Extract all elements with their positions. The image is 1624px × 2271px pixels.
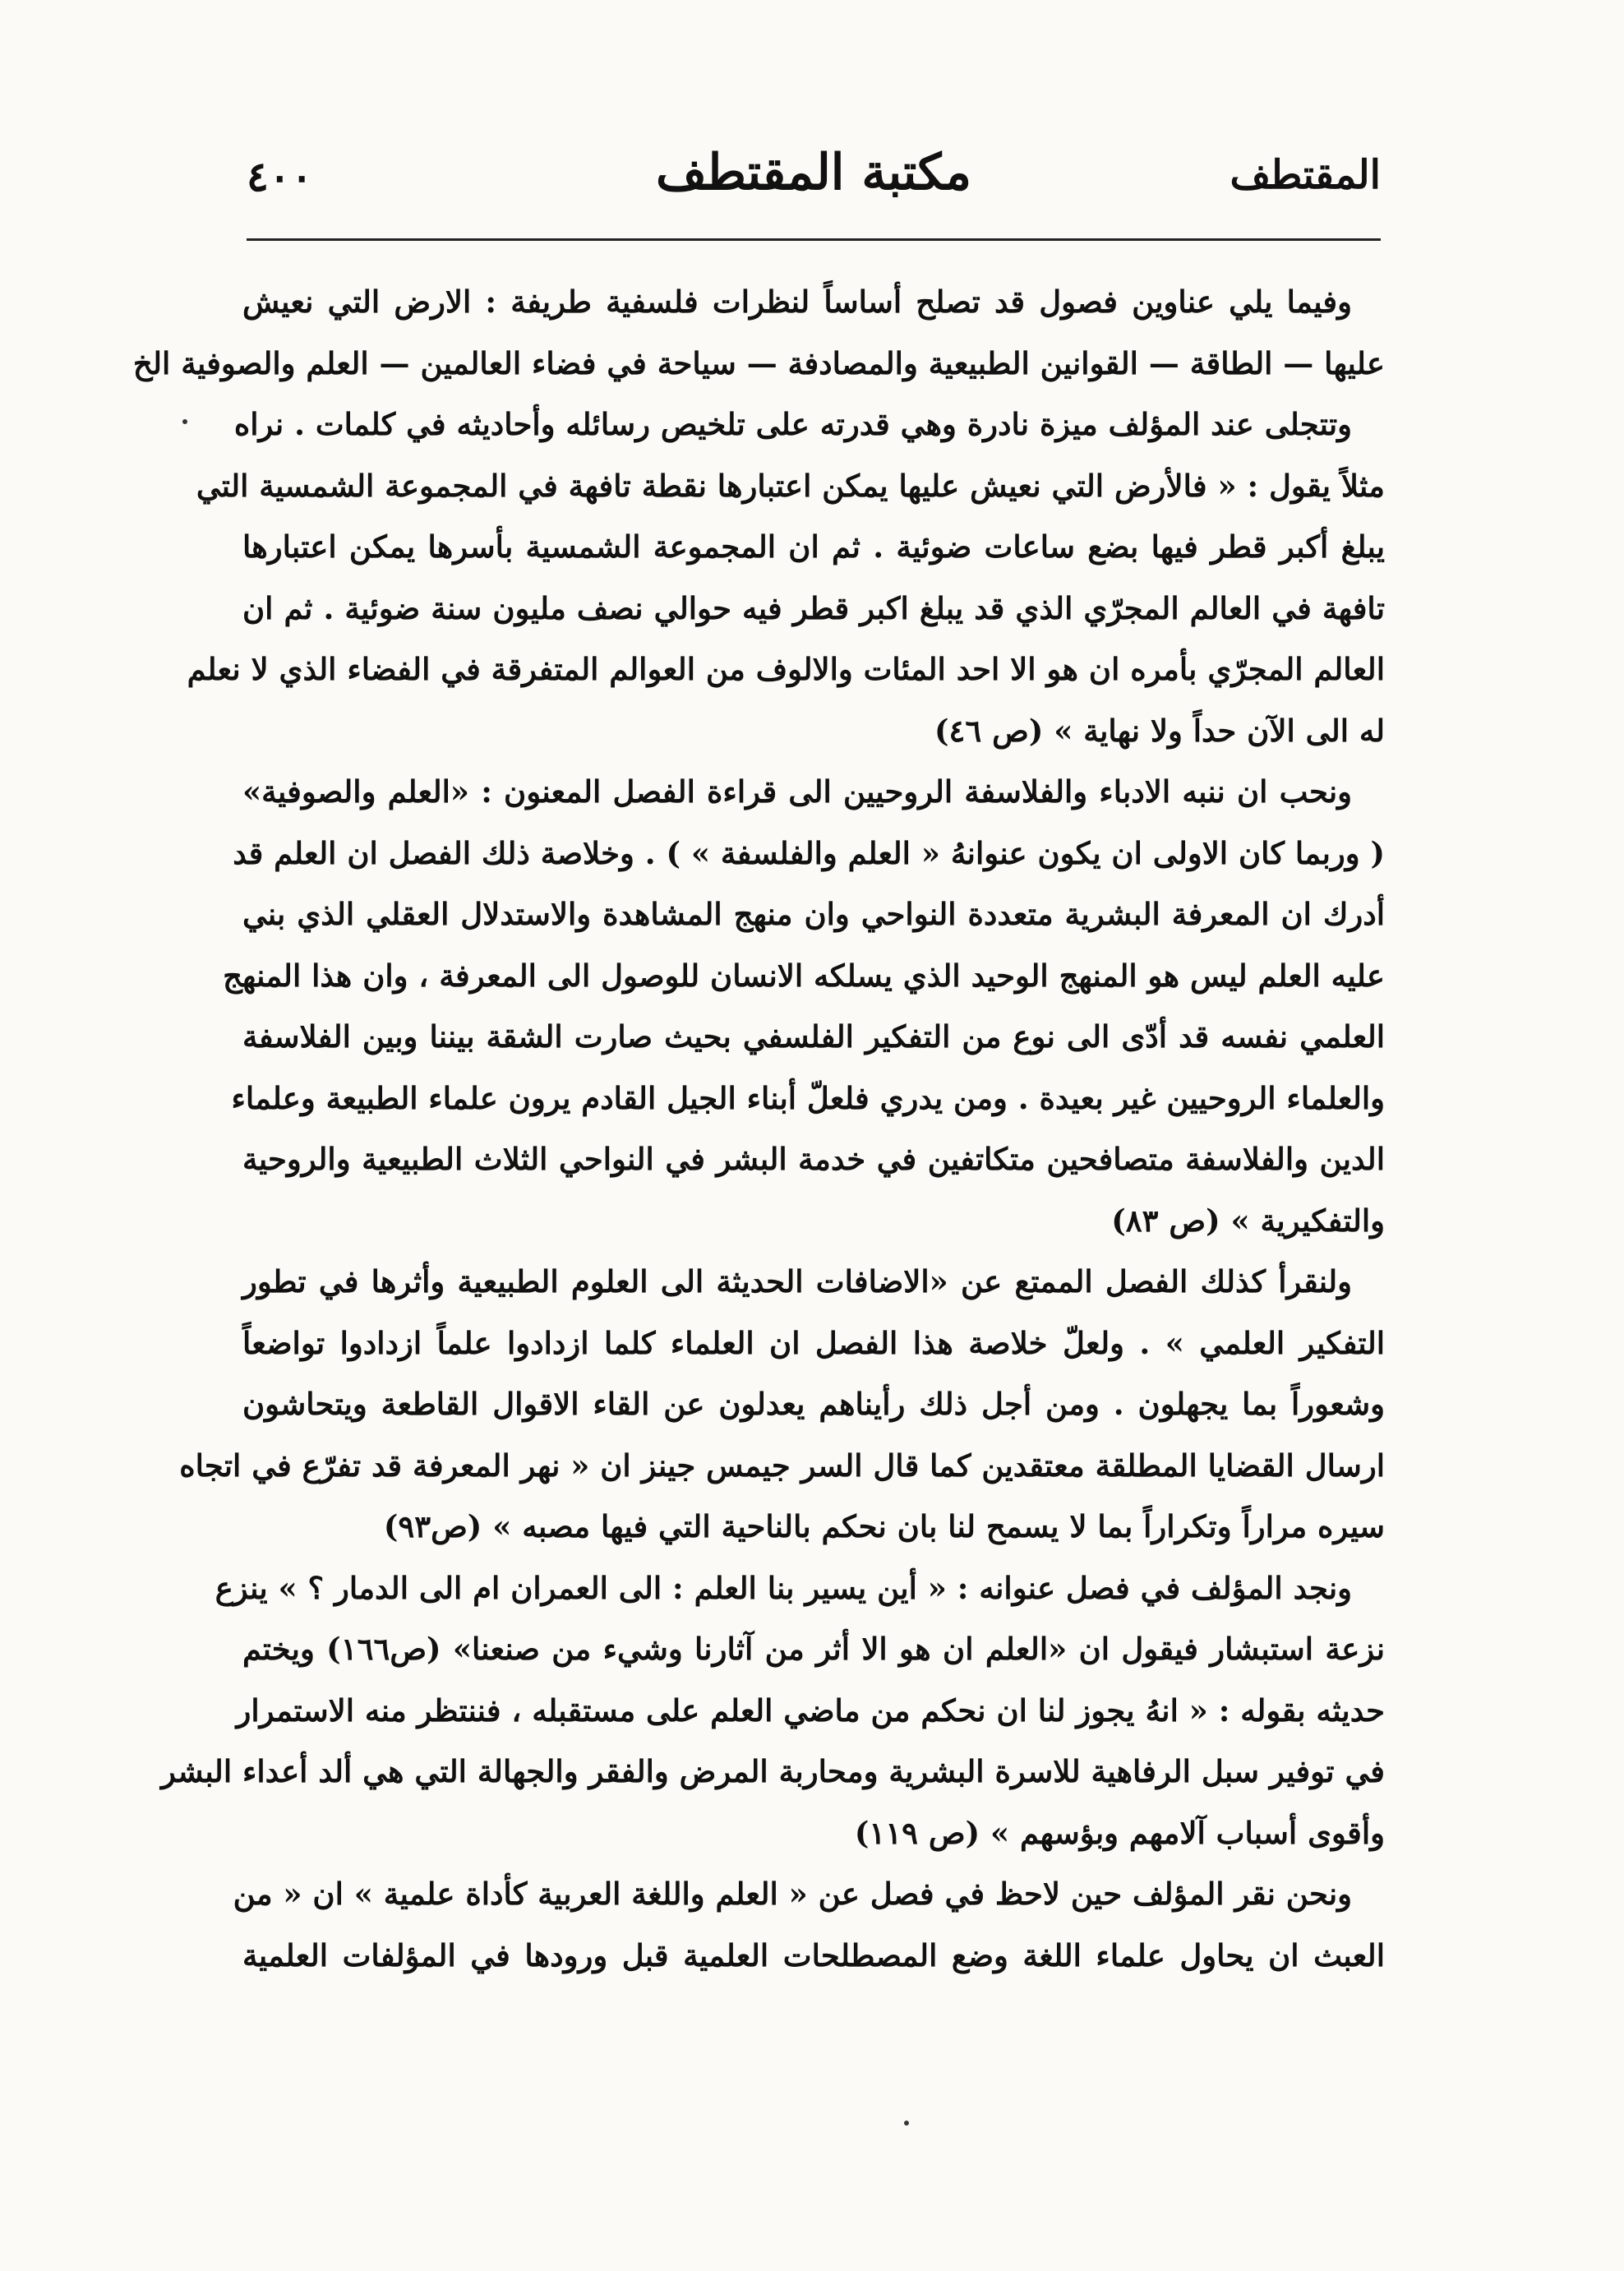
text-line: في توفير سبل الرفاهية للاسرة البشرية ومحاربة المرض والفقر والجهالة التي هي ألد أعداء البشر [160,1753,1385,1789]
text-line: العبث ان يحاول علماء اللغة وضع المصطلحات العلمية قبل ورودها في المؤلفات العلمية [242,1936,1385,1973]
text-line: أدرك ان المعرفة البشرية متعددة النواحي وان منهج المشاهدة والاستدلال العقلي الذي بني [242,896,1385,932]
text-line: عليها — الطاقة — القوانين الطبيعية والمصادفة — سياحة في فضاء العالمين — العلم والصوفية الخ [132,344,1385,381]
text-line: سيره مراراً وتكراراً بما لا يسمح لنا بان نحكم بالناحية التي فيها مصبه » (ص٩٣) [383,1508,1385,1544]
text-line: ونجد المؤلف في فصل عنوانه : « أين يسير بنا العلم : الى العمران ام الى الدمار ؟ » ينزع [215,1569,1352,1606]
text-line: والتفكيرية » (ص ٨٣) [1111,1202,1385,1239]
body-text [132,271,1385,1986]
text-line: يبلغ أكبر قطر فيها بضع ساعات ضوئية . ثم ان المجموعة الشمسية بأسرها يمكن اعتبارها [242,529,1385,565]
text-line: والعلماء الروحيين غير بعيدة . ومن يدري فلعلّ أبناء الجيل القادم يرون علماء الطبيعة وعلماء [231,1079,1385,1116]
text-line: الدين والفلاسفة متصافحين متكاتفين في خدمة البشر في النواحي الثلاث الطبيعية والروحية [242,1141,1385,1177]
text-line: مثلاً يقول : « فالأرض التي نعيش عليها يمكن اعتبارها نقطة تافهة في المجموعة الشمسية التي [196,467,1385,504]
text-line: وشعوراً بما يجهلون . ومن أجل ذلك رأيناهم يعدلون عن القاء الاقوال القاطعة ويتحاشون [242,1386,1385,1422]
text-line: وتتجلى عند المؤلف ميزة نادرة وهي قدرته على تلخيص رسائله وأحاديثه في كلمات . نراه [233,406,1352,442]
text-line: وفيما يلي عناوين فصول قد تصلح أساساً لنظرات فلسفية طريفة : الارض التي نعيش [242,284,1352,320]
text-line: له الى الآن حداً ولا نهاية » (ص ٤٦) [934,712,1385,749]
page-number: ٤٠٠ [247,152,313,201]
text-line: ولنقرأ كذلك الفصل الممتع عن «الاضافات الحديثة الى العلوم الطبيعية وأثرها في تطور [242,1263,1352,1299]
running-header [247,144,1381,210]
text-line: تافهة في العالم المجرّي الذي قد يبلغ اكبر قطر فيه حوالي نصف مليون سنة ضوئية . ثم ان [242,589,1385,626]
text-line: العالم المجرّي بأمره ان هو الا احد المئات والالوف من العوالم المتفرقة في الفضاء الذي لا نعلم [187,651,1385,687]
text-line: العلمي نفسه قد أدّى الى نوع من التفكير الفلسفي بحيث صارت الشقة بيننا وبين الفلاسفة [242,1018,1385,1055]
text-line: عليه العلم ليس هو المنهج الوحيد الذي يسلكه الانسان للوصول الى المعرفة ، وان هذا المنهج [223,957,1385,994]
text-line: ( وربما كان الاولى ان يكون عنوانهُ « العلم والفلسفة » ) . وخلاصة ذلك الفصل ان العلم قد [233,834,1385,871]
text-line: ونحب ان ننبه الادباء والفلاسفة الروحيين الى قراءة الفصل المعنون : «العلم والصوفية» [242,773,1352,810]
text-line: ارسال القضايا المطلقة معتقدين كما قال السر جيمس جينز ان « نهر المعرفة قد تفرّع في اتجاه [179,1447,1385,1484]
text-line: نزعة استبشار فيقول ان «العلم ان هو الا أثر من آثارنا وشيء من صنعنا» (ص١٦٦) ويختم [242,1631,1385,1667]
text-line: ونحن نقر المؤلف حين لاحظ في فصل عن « العلم واللغة العربية كأداة علمية » ان « من [233,1876,1352,1912]
journal-name: المقتطف [1230,152,1381,198]
text-line: التفكير العلمي » . ولعلّ خلاصة هذا الفصل ان العلماء كلما ازدادوا علماً ازدادوا تواضعاً [242,1324,1385,1361]
scan-speck [904,2121,909,2126]
section-title: مكتبة المقتطف [656,144,971,201]
header-rule [247,238,1381,241]
text-line: وأقوى أسباب آلامهم وبؤسهم » (ص ١١٩) [854,1814,1385,1851]
text-line: حديثه بقوله : « انهُ يجوز لنا ان نحكم من ماضي العلم على مستقبله ، فننتظر منه الاستمرار [236,1692,1385,1729]
scan-speck [182,419,187,424]
